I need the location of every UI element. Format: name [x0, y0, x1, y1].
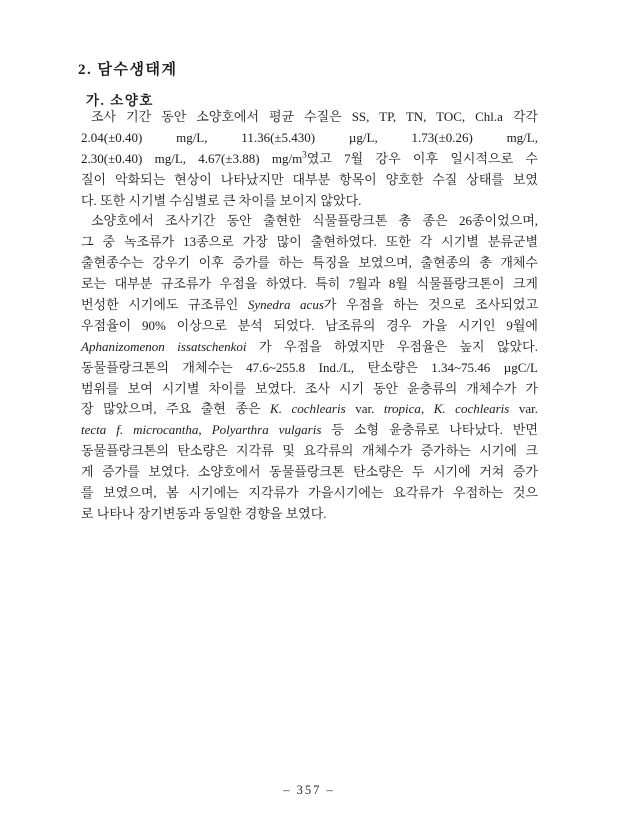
- section-heading: 2. 담수생태계: [78, 62, 178, 78]
- text-segment: 로는 대부분 규조류가 우점을 하였다. 특히 7월과 8월 식물플랑크톤이 크게: [81, 276, 538, 292]
- text-segment: 가 우점을 하는 것으로 조사되었고: [323, 297, 539, 313]
- species-name: tecta f. microcantha: [81, 422, 199, 438]
- text-segment: 로 나타나 장기변동과 동일한 경향을 보였다.: [81, 505, 327, 521]
- text-line: [81, 462, 538, 483]
- text-line: [81, 253, 538, 274]
- text-segment: 장 많았으며, 주요 출현 종은: [81, 401, 271, 417]
- text-segment: 2.30(±0.40) mg/L, 4.67(±3.88) mg/m: [81, 150, 303, 166]
- text-segment: var.: [509, 401, 538, 417]
- text-segment: 출현종수는 강우기 이후 증가를 하는 특징을 보였으며, 출현종의 총 개체수: [81, 255, 538, 271]
- text-segment: 가 우점을 하였지만 우점율은 높지 않았다.: [246, 338, 538, 354]
- species-name: K. cochlearis: [433, 401, 510, 417]
- page-number: – 357 –: [283, 783, 335, 797]
- species-name: tropica: [383, 401, 421, 417]
- body-text: [81, 107, 538, 525]
- text-line: [81, 170, 538, 191]
- text-segment: ,: [198, 422, 212, 438]
- text-line: [81, 399, 538, 420]
- text-line: [81, 358, 538, 379]
- text-line: [81, 504, 538, 525]
- species-name: K. cochlearis: [270, 401, 346, 417]
- text-line: [81, 316, 538, 337]
- text-segment: var.: [345, 401, 384, 417]
- text-line: [81, 149, 538, 170]
- text-line: [81, 483, 538, 504]
- species-name: Polyarthra vulgaris: [211, 422, 322, 438]
- text-segment: 동물플랑크톤의 개체수는 47.6~255.8 Ind./L, 탄소량은 1.34~75.46 µgC/L: [81, 359, 538, 375]
- text-segment: 번성한 시기에도 규조류인: [81, 297, 248, 313]
- text-line: [81, 191, 538, 212]
- text-segment: 우점율이 90% 이상으로 분석 되었다. 남조류의 경우 가을 시기인 9월에: [81, 317, 538, 333]
- text-segment: 게 증가를 보였다. 소양호에서 동물플랑크톤 탄소량은 두 시기에 거쳐 증가: [81, 464, 538, 480]
- text-line: [81, 295, 538, 316]
- text-line: [81, 232, 538, 253]
- subsection-heading: 가. 소양호: [86, 93, 154, 108]
- text-segment: 조사 기간 동안 소양호에서 평균 수질은 SS, TP, TN, TOC, Chl.a 각각: [91, 109, 538, 124]
- species-name: Aphanizomenon issatschenkoi: [81, 338, 247, 354]
- text-segment: 등 소형 윤충류로 나타났다. 반면: [321, 422, 538, 438]
- text-line: [81, 337, 538, 358]
- text-segment: 그 중 녹조류가 13종으로 가장 많이 출현하였다. 또한 각 시기별 분류군별: [81, 234, 538, 250]
- text-segment: ,: [420, 401, 434, 417]
- text-segment: 다. 또한 시기별 수심별로 큰 차이를 보이지 않았다.: [81, 192, 362, 208]
- text-line: [81, 441, 538, 462]
- text-segment: 2.04(±0.40) mg/L, 11.36(±5.430) µg/L, 1.73(±0.26) mg/L,: [81, 129, 538, 145]
- superscript: 3: [302, 149, 307, 160]
- text-line: [81, 107, 538, 128]
- text-line: [81, 420, 538, 441]
- text-segment: 였고 7월 강우 이후 일시적으로 수: [306, 150, 538, 166]
- text-line: [81, 128, 538, 149]
- text-line: [81, 379, 538, 400]
- paragraph: [81, 211, 538, 524]
- text-line: [81, 274, 538, 295]
- text-segment: 범위를 보여 시기별 차이를 보였다. 조사 시기 동안 윤충류의 개체수가 가: [81, 380, 538, 396]
- text-line: [81, 211, 538, 232]
- text-segment: 를 보였으며, 봄 시기에는 지각류가 가을시기에는 요각류가 우점하는 것으: [81, 485, 538, 501]
- paragraph: [81, 107, 538, 211]
- species-name: Synedra acus: [247, 297, 324, 313]
- text-segment: 질이 악화되는 현상이 나타났지만 대부분 항목이 양호한 수질 상태를 보였: [81, 171, 538, 187]
- text-segment: 동물플랑크톤의 탄소량은 지각류 및 요각류의 개체수가 증가하는 시기에 크: [81, 443, 538, 459]
- text-segment: 소양호에서 조사기간 동안 출현한 식물플랑크톤 총 종은 26종이었으며,: [91, 213, 538, 229]
